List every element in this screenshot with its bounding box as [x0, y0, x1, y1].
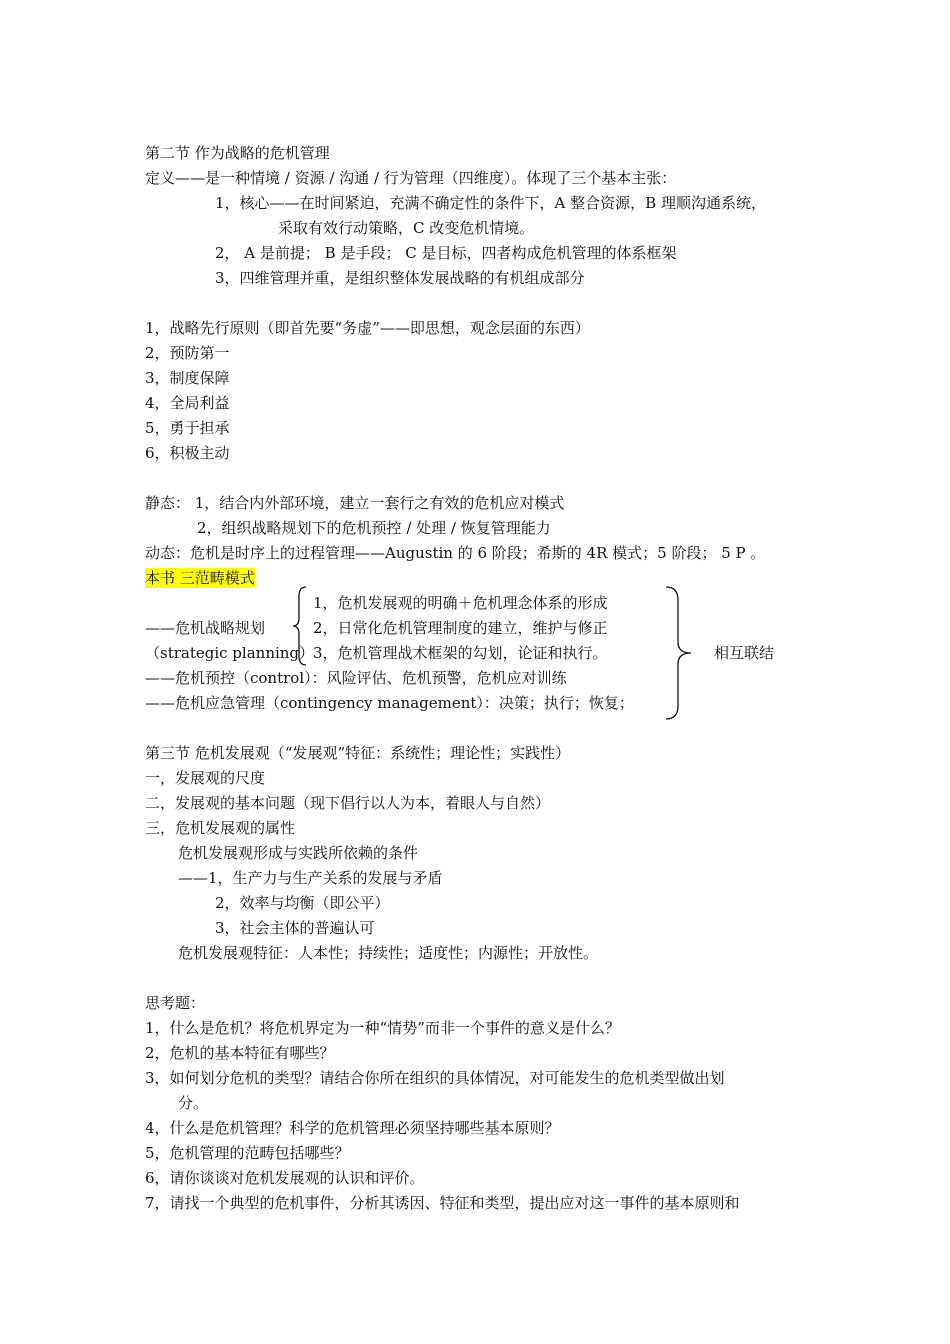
planning-item-3: 3，危机管理战术框架的勾划，论证和执行。 — [313, 644, 608, 662]
planning-label: ——危机战略规划 — [145, 619, 266, 637]
features-line: 危机发展观特征：人本性；持续性；适度性；内源性；开放性。 — [178, 944, 599, 962]
section2-heading: 第二节 作为战略的危机管理 — [145, 144, 330, 162]
planning-item-2: 2，日常化危机管理制度的建立，维护与修正 — [313, 619, 608, 637]
question-3-cont: 分。 — [178, 1094, 209, 1112]
point-3: 3，四维管理并重，是组织整体发展战略的有机组成部分 — [215, 269, 585, 287]
point-2: 2， A 是前提； B 是手段； C 是目标，四者构成危机管理的体系框架 — [215, 244, 677, 262]
section3-heading: 第三节 危机发展观（“发展观”特征：系统性；理论性；实践性） — [145, 744, 571, 762]
highlight-three-categories: 本书 三范畴模式 — [145, 569, 255, 587]
definition-line: 定义——是一种情境 / 资源 / 沟通 / 行为管理（四维度）。体现了三个基本主张： — [145, 169, 677, 187]
question-3: 3，如何划分危机的类型？请结合你所在组织的具体情况，对可能发生的危机类型做出划 — [145, 1069, 725, 1087]
principle-2: 2，预防第一 — [145, 344, 230, 362]
question-1: 1，什么是危机？将危机界定为一种“情势”而非一个事件的意义是什么？ — [145, 1019, 620, 1037]
point-1-cont: 采取有效行动策略，C 改变危机情境。 — [278, 219, 535, 237]
principle-3: 3，制度保障 — [145, 369, 230, 387]
condition-2: 2，效率与均衡（即公平） — [215, 894, 390, 912]
planning-item-1: 1，危机发展观的明确＋危机理念体系的形成 — [313, 594, 608, 612]
control-line: ——危机预控（control）：风险评估、危机预警，危机应对训练 — [145, 669, 567, 687]
section3-item-3: 三，危机发展观的属性 — [145, 819, 296, 837]
planning-en: （strategic planning） — [145, 644, 315, 662]
dynamic-line: 动态：危机是时序上的过程管理——Augustin 的 6 阶段；希斯的 4R 模式；5 阶段； 5 P 。 — [145, 544, 766, 562]
questions-title: 思考题： — [145, 994, 206, 1012]
principle-5: 5，勇于担承 — [145, 419, 230, 437]
question-6: 6，请你谈谈对危机发展观的认识和评价。 — [145, 1169, 425, 1187]
condition-1: ——1，生产力与生产关系的发展与矛盾 — [178, 869, 443, 887]
section3-item-1: 一，发展观的尺度 — [145, 769, 266, 787]
question-5: 5，危机管理的范畴包括哪些？ — [145, 1144, 350, 1162]
principle-1: 1，战略先行原则（即首先要“务虚”——即思想，观念层面的东西） — [145, 319, 590, 337]
principle-6: 6，积极主动 — [145, 444, 230, 462]
contingency-line: ——危机应急管理（contingency management）：决策；执行；恢复； — [145, 694, 634, 712]
static-line-1: 静态： 1，结合内外部环境，建立一套行之有效的危机应对模式 — [145, 494, 565, 512]
interconnect-label: 相互联结 — [714, 644, 775, 662]
question-2: 2，危机的基本特征有哪些？ — [145, 1044, 335, 1062]
conditions-title: 危机发展观形成与实践所依赖的条件 — [178, 844, 419, 862]
section3-item-2: 二，发展观的基本问题（现下倡行以人为本，着眼人与自然） — [145, 794, 551, 812]
right-brace — [664, 586, 694, 720]
condition-3: 3，社会主体的普遍认可 — [215, 919, 375, 937]
principle-4: 4，全局利益 — [145, 394, 230, 412]
left-brace — [292, 586, 308, 666]
question-7: 7，请找一个典型的危机事件，分析其诱因、特征和类型，提出应对这一事件的基本原则和 — [145, 1194, 740, 1212]
point-1: 1，核心——在时间紧迫，充满不确定性的条件下，A 整合资源，B 理顺沟通系统， — [215, 194, 766, 212]
question-4: 4，什么是危机管理？科学的危机管理必须坚持哪些基本原则？ — [145, 1119, 560, 1137]
static-line-2: 2，组织战略规划下的危机预控 / 处理 / 恢复管理能力 — [197, 519, 551, 537]
